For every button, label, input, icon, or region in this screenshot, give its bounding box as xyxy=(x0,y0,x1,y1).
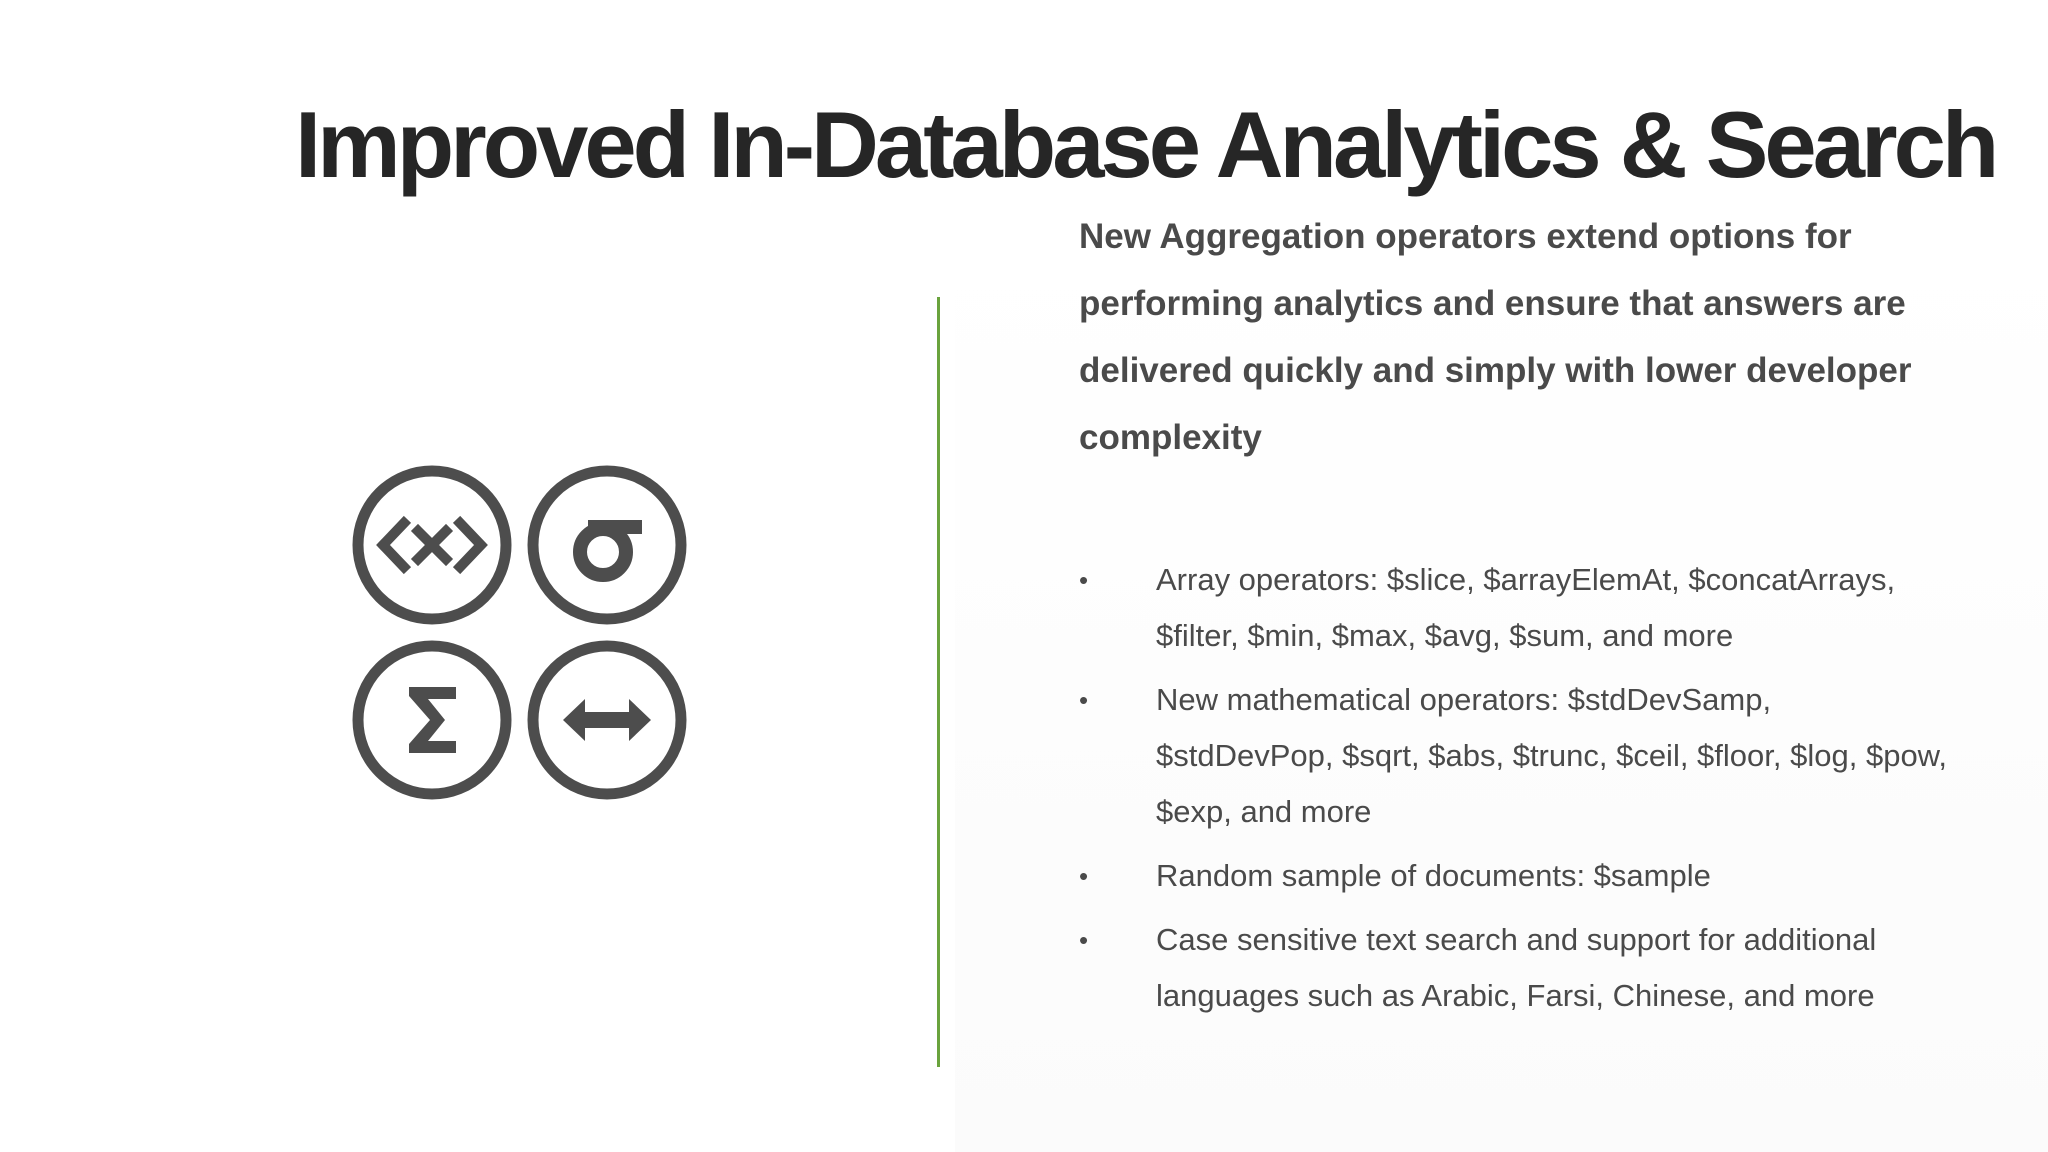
bullet-text: Case sensitive text search and support for additional languages such as Arabic, Farsi, Chinese, and more xyxy=(1156,922,1877,1013)
list-item xyxy=(1079,848,1949,904)
slide-title: Improved In-Database Analytics & Search xyxy=(295,92,1996,197)
sigma-sum-icon xyxy=(409,687,456,753)
aggregation-icons xyxy=(352,465,688,801)
bullet-text: Random sample of documents: $sample xyxy=(1156,858,1711,893)
bullet-text: New mathematical operators: $stdDevSamp, $stdDevPop, $sqrt, $abs, $trunc, $ceil, $floor, $log, $pow, $exp, and more xyxy=(1156,682,1947,829)
bullet-list xyxy=(1079,552,1949,1032)
bullet-marker: • xyxy=(1079,685,1089,715)
list-item xyxy=(1079,552,1949,664)
bullet-text: Array operators: $slice, $arrayElemAt, $concatArrays, $filter, $min, $max, $avg, $sum, and more xyxy=(1156,562,1896,653)
bullet-marker: • xyxy=(1079,925,1089,955)
list-item xyxy=(1079,672,1949,840)
sigma-lowercase-icon-ring xyxy=(533,471,681,619)
lead-paragraph: New Aggregation operators extend options for performing analytics and ensure that answers are delivered quickly and simply with lower developer complexity xyxy=(1079,217,1912,457)
sigma-lowercase-icon xyxy=(580,520,642,575)
bullet-marker: • xyxy=(1079,861,1089,891)
list-item xyxy=(1079,912,1949,1024)
code-brackets-icon xyxy=(383,523,481,567)
double-arrow-icon xyxy=(563,699,651,741)
bullet-marker: • xyxy=(1079,565,1089,595)
vertical-divider xyxy=(937,297,940,1067)
